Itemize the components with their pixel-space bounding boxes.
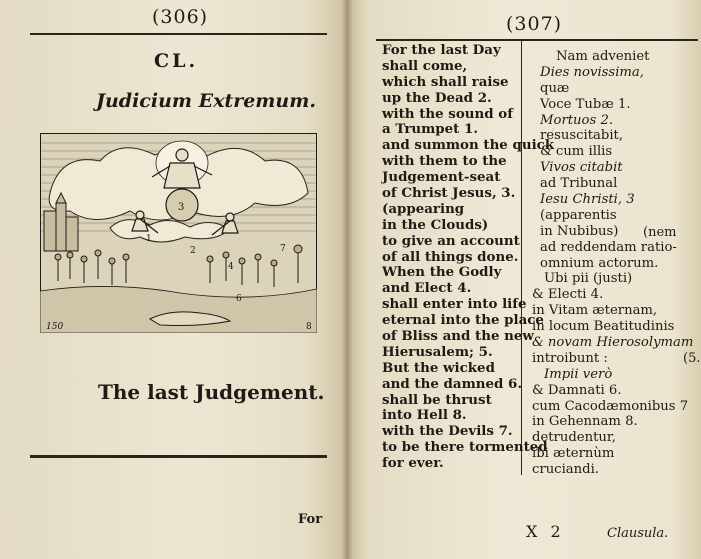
latin-line: resuscitabit, — [540, 128, 624, 144]
english-line: But the wicked — [382, 359, 495, 376]
margin-five: (5. — [683, 351, 701, 366]
english-line: of Bliss and the new — [382, 328, 534, 345]
svg-text:2: 2 — [190, 246, 196, 256]
english-line: of Christ Jesus, 3. — [382, 185, 516, 202]
latin-text-column — [530, 49, 700, 478]
last-judgement-engraving — [40, 133, 317, 333]
english-line: Hierusalem; 5. — [382, 343, 493, 360]
latin-line: Vivos citabit — [540, 160, 623, 176]
section-number: CL. — [154, 50, 199, 72]
footer-rule-left — [30, 455, 327, 458]
svg-text:7: 7 — [280, 244, 286, 254]
latin-line: Nam adveniet — [556, 49, 650, 64]
latin-line: detrudentur, — [532, 430, 616, 446]
english-line: eternal into the place — [382, 312, 544, 329]
latin-line: cum Cacodæmonibus 7 — [532, 398, 689, 414]
book-gutter — [341, 0, 353, 559]
latin-line: in Gehennam 8. — [532, 414, 638, 430]
english-line: of all things done. — [382, 248, 519, 265]
catchword-left: For — [298, 512, 323, 527]
english-line: a Trumpet 1. — [382, 121, 478, 138]
latin-line: (apparentis — [540, 207, 617, 223]
header-rule-right — [376, 39, 698, 41]
english-line: which shall raise — [382, 73, 509, 90]
latin-line: & cum illis — [540, 144, 613, 160]
latin-line: in Vitam æternam, — [532, 303, 658, 319]
left-page — [0, 0, 347, 559]
english-line: When the Godly — [382, 264, 502, 281]
english-line: to give an account — [382, 232, 520, 249]
latin-title: Judicium Extremum. — [96, 90, 316, 112]
signature-mark: X 2 — [526, 522, 565, 541]
latin-line: Voce Tubæ 1. — [540, 96, 631, 112]
svg-text:3: 3 — [178, 202, 185, 213]
english-line: (appearing — [382, 200, 465, 217]
latin-line: Mortuos 2. — [540, 112, 614, 128]
header-rule-left — [30, 33, 327, 35]
latin-line: & Damnati 6. — [532, 382, 622, 398]
english-line: with them to the — [382, 153, 507, 170]
latin-line: introibunt : — [532, 350, 608, 366]
english-line: shall come, — [382, 57, 468, 74]
english-line: with the Devils 7. — [382, 423, 513, 440]
latin-line: Ubi pii (justi) — [544, 271, 633, 287]
svg-text:4: 4 — [228, 262, 234, 272]
english-line: into Hell 8. — [382, 407, 467, 424]
margin-note: (nem — [643, 225, 677, 240]
latin-line: & novam Hierosolymam — [532, 335, 694, 351]
svg-text:1: 1 — [146, 234, 152, 244]
page-number-left: (306) — [152, 6, 209, 28]
english-line: for ever. — [382, 455, 444, 472]
english-line: up the Dead 2. — [382, 89, 492, 106]
english-line: and Elect 4. — [382, 280, 472, 297]
latin-line: & Electi 4. — [532, 287, 604, 303]
latin-line: Iesu Christi, 3 — [540, 192, 635, 208]
latin-line: quæ — [540, 80, 570, 96]
english-line: and the damned 6. — [382, 375, 523, 392]
engraving-letter: 8 — [306, 322, 312, 332]
latin-line: Impii verò — [544, 366, 613, 382]
latin-line: ad reddendam ratio- — [540, 239, 677, 255]
latin-line: ibi æternùm — [532, 446, 615, 462]
english-line: For the last Day — [382, 42, 501, 58]
latin-line: cruciandi. — [532, 462, 599, 478]
page-number-right: (307) — [506, 13, 563, 35]
svg-text:6: 6 — [236, 294, 242, 304]
english-line: to be there tormented — [382, 439, 548, 456]
latin-line: in Nubibus) — [540, 223, 619, 239]
english-line: in the Clouds) — [382, 216, 489, 233]
english-line: and summon the quick — [382, 137, 555, 154]
latin-line: Dies novissima, — [540, 64, 644, 80]
english-line: with the sound of — [382, 105, 513, 122]
english-line: shall enter into life — [382, 296, 527, 313]
latin-line: ad Tribunal — [540, 176, 618, 192]
engraving-number: 150 — [46, 322, 64, 332]
latin-line: in locum Beatitudinis — [532, 319, 675, 335]
english-line: Judgement-seat — [382, 169, 501, 186]
english-line: shall be thrust — [382, 391, 492, 408]
catchword-right: Clausula. — [607, 526, 669, 541]
latin-line: omnium actorum. — [540, 255, 659, 271]
english-caption: The last Judgement. — [98, 380, 325, 404]
